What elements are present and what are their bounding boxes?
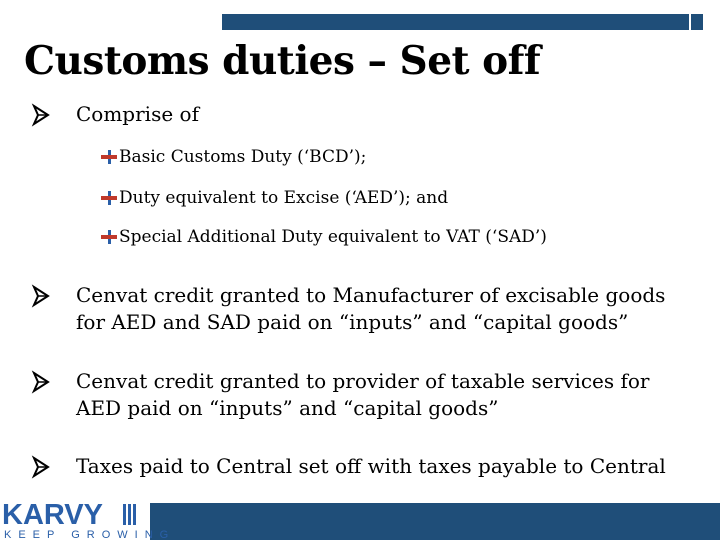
- arrow-bullet-icon: [32, 456, 50, 478]
- bullet-2-line-2: for AED and SAD paid on “inputs” and “capital goods”: [76, 310, 629, 334]
- arrow-bullet-icon: [32, 285, 50, 307]
- arrow-bullet-icon: [32, 371, 50, 393]
- bullet-4-line-1: Taxes paid to Central set off with taxes payable to Central: [76, 454, 666, 478]
- logo-wordmark: KARVY: [2, 499, 103, 531]
- bullet-1-text: Comprise of: [76, 102, 199, 126]
- bullet-3-line-2: AED paid on “inputs” and “capital goods”: [76, 396, 499, 420]
- bullet-3-line-1: Cenvat credit granted to provider of taxable services for: [76, 369, 650, 393]
- header-accent-square: [691, 14, 703, 30]
- sub-bullet-sad: Special Additional Duty equivalent to VAT (‘SAD’): [119, 227, 547, 247]
- cross-bullet-icon: [101, 150, 117, 164]
- bullet-2-line-1: Cenvat credit granted to Manufacturer of excisable goods: [76, 283, 666, 307]
- footer-bar: [150, 503, 720, 540]
- sub-bullet-bcd: Basic Customs Duty (‘BCD’);: [119, 147, 367, 167]
- arrow-bullet-icon: [32, 104, 50, 126]
- karvy-logo: [2, 496, 176, 540]
- logo-tagline: KEEP GROWING: [4, 529, 176, 540]
- sub-bullet-aed: Duty equivalent to Excise (‘AED’); and: [119, 188, 449, 208]
- slide-title: Customs duties – Set off: [24, 38, 541, 84]
- header-accent-bar: [222, 14, 703, 30]
- cross-bullet-icon: [101, 230, 117, 244]
- cross-bullet-icon: [101, 191, 117, 205]
